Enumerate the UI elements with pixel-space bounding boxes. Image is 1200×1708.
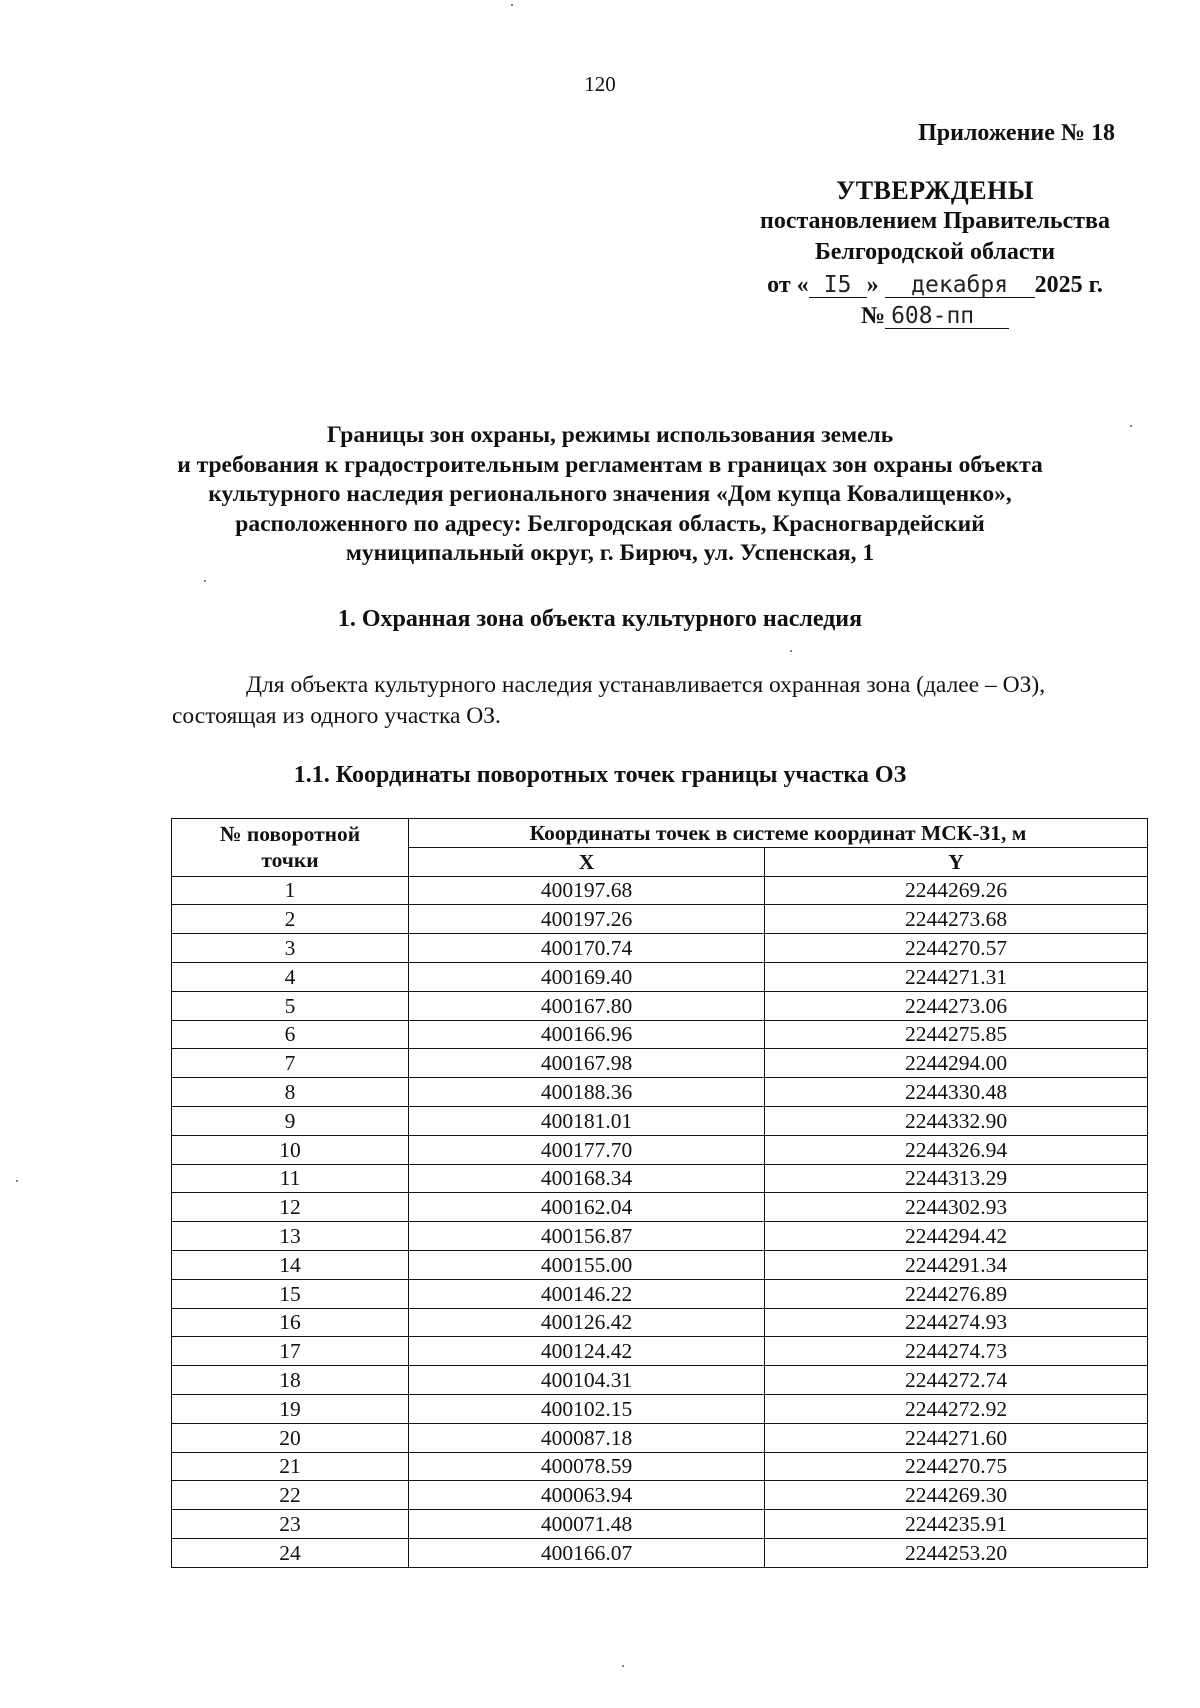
point-number-cell: 7 [172, 1049, 409, 1078]
table-row [172, 1020, 1148, 1049]
table-row [172, 1423, 1148, 1452]
scan-speck [204, 580, 206, 582]
x-coordinate-cell: 400162.04 [409, 1193, 765, 1222]
point-number-cell: 22 [172, 1481, 409, 1510]
table-row [172, 1308, 1148, 1337]
body-paragraph [172, 670, 1152, 732]
point-number-cell: 1 [172, 876, 409, 905]
date-mid: » [866, 272, 879, 298]
table-row [172, 962, 1148, 991]
scan-speck [511, 4, 513, 6]
y-coordinate-cell: 2244270.57 [765, 934, 1148, 963]
table-row [172, 1078, 1148, 1107]
x-coordinate-cell: 400102.15 [409, 1394, 765, 1423]
y-coordinate-cell: 2244274.93 [765, 1308, 1148, 1337]
point-number-cell: 2 [172, 905, 409, 934]
point-number-cell: 5 [172, 991, 409, 1020]
header-point-line-2: точки [261, 848, 319, 873]
title-line: муниципальный округ, г. Бирюч, ул. Успенская, 1 [345, 540, 875, 566]
point-number-cell: 11 [172, 1164, 409, 1193]
table-row [172, 1394, 1148, 1423]
coordinates-table [171, 818, 1148, 1568]
point-number-cell: 24 [172, 1538, 409, 1567]
scan-speck [1130, 425, 1132, 427]
header-point-line-1: № поворотной [219, 822, 361, 847]
table-row [172, 1135, 1148, 1164]
x-coordinate-cell: 400126.42 [409, 1308, 765, 1337]
y-coordinate-cell: 2244270.75 [765, 1452, 1148, 1481]
table-row [172, 1279, 1148, 1308]
x-coordinate-cell: 400104.31 [409, 1366, 765, 1395]
table-body [172, 876, 1148, 1567]
point-number-cell: 15 [172, 1279, 409, 1308]
x-coordinate-cell: 400155.00 [409, 1250, 765, 1279]
table-row [172, 876, 1148, 905]
y-coordinate-cell: 2244302.93 [765, 1193, 1148, 1222]
y-coordinate-cell: 2244235.91 [765, 1510, 1148, 1539]
title-line: Границы зон охраны, режимы использования земель [326, 422, 894, 448]
x-coordinate-cell: 400166.96 [409, 1020, 765, 1049]
header-coordinates: Координаты точек в системе координат МСК-31, м [409, 819, 1148, 848]
table-row [172, 1193, 1148, 1222]
section-heading: 1. Охранная зона объекта культурного наследия [337, 606, 863, 632]
paragraph-line-1: Для объекта культурного наследия устанавливается охранная зона (далее – ОЗ), [246, 672, 1046, 698]
x-coordinate-cell: 400124.42 [409, 1337, 765, 1366]
table-row [172, 1250, 1148, 1279]
document-title [150, 421, 1070, 569]
point-number-cell: 19 [172, 1394, 409, 1423]
point-number-cell: 8 [172, 1078, 409, 1107]
title-line: культурного наследия регионального значения «Дом купца Ковалищенко», [208, 481, 1012, 507]
y-coordinate-cell: 2244269.30 [765, 1481, 1148, 1510]
point-number-cell: 3 [172, 934, 409, 963]
point-number-cell: 13 [172, 1222, 409, 1251]
point-number-cell: 12 [172, 1193, 409, 1222]
table-row [172, 991, 1148, 1020]
date-prefix: от « [767, 272, 809, 298]
x-coordinate-cell: 400197.26 [409, 905, 765, 934]
y-coordinate-cell: 2244253.20 [765, 1538, 1148, 1567]
y-coordinate-cell: 2244275.85 [765, 1020, 1148, 1049]
appendix-label: Приложение № 18 [918, 120, 1115, 146]
table-row [172, 1452, 1148, 1481]
table-row [172, 1106, 1148, 1135]
y-coordinate-cell: 2244274.73 [765, 1337, 1148, 1366]
scan-speck [622, 1665, 624, 1667]
table-row [172, 1538, 1148, 1567]
y-coordinate-cell: 2244326.94 [765, 1135, 1148, 1164]
scan-speck [790, 650, 792, 652]
table-row [172, 1510, 1148, 1539]
y-coordinate-cell: 2244273.06 [765, 991, 1148, 1020]
x-coordinate-cell: 400087.18 [409, 1423, 765, 1452]
number-prefix: № [860, 303, 886, 329]
point-number-cell: 4 [172, 962, 409, 991]
point-number-cell: 23 [172, 1510, 409, 1539]
point-number-cell: 10 [172, 1135, 409, 1164]
y-coordinate-cell: 2244273.68 [765, 905, 1148, 934]
x-coordinate-cell: 400166.07 [409, 1538, 765, 1567]
x-coordinate-cell: 400177.70 [409, 1135, 765, 1164]
x-coordinate-cell: 400071.48 [409, 1510, 765, 1539]
y-coordinate-cell: 2244272.92 [765, 1394, 1148, 1423]
x-coordinate-cell: 400169.40 [409, 962, 765, 991]
y-coordinate-cell: 2244271.60 [765, 1423, 1148, 1452]
page-number: 120 [584, 72, 616, 96]
point-number-cell: 16 [172, 1308, 409, 1337]
y-coordinate-cell: 2244294.00 [765, 1049, 1148, 1078]
header-x: X [409, 847, 765, 876]
x-coordinate-cell: 400168.34 [409, 1164, 765, 1193]
x-coordinate-cell: 400181.01 [409, 1106, 765, 1135]
point-number-cell: 20 [172, 1423, 409, 1452]
approved-heading: УТВЕРЖДЕНЫ [836, 176, 1034, 205]
table-row [172, 1366, 1148, 1395]
title-line: расположенного по адресу: Белгородская область, Красногвардейский [235, 510, 985, 537]
y-coordinate-cell: 2244294.42 [765, 1222, 1148, 1251]
table-row [172, 905, 1148, 934]
approval-line-2: Белгородской области [814, 239, 1056, 265]
y-coordinate-cell: 2244276.89 [765, 1279, 1148, 1308]
x-coordinate-cell: 400167.98 [409, 1049, 765, 1078]
x-coordinate-cell: 400170.74 [409, 934, 765, 963]
x-coordinate-cell: 400078.59 [409, 1452, 765, 1481]
header-point-number [172, 819, 409, 877]
x-coordinate-cell: 400063.94 [409, 1481, 765, 1510]
header-y: Y [765, 847, 1148, 876]
scan-speck [16, 1180, 18, 1182]
x-coordinate-cell: 400146.22 [409, 1279, 765, 1308]
table-row [172, 1481, 1148, 1510]
paragraph-line-2: состоящая из одного участка ОЗ. [172, 703, 501, 729]
point-number-cell: 6 [172, 1020, 409, 1049]
approval-date [700, 270, 1170, 301]
table-row [172, 1337, 1148, 1366]
x-coordinate-cell: 400167.80 [409, 991, 765, 1020]
date-year: 2025 г. [1034, 272, 1103, 298]
point-number-cell: 14 [172, 1250, 409, 1279]
table-row [172, 1164, 1148, 1193]
number-value: 608-пп [885, 304, 1009, 329]
title-line: и требования к градостроительным регламентам в границах зон охраны объекта [177, 451, 1043, 478]
x-coordinate-cell: 400188.36 [409, 1078, 765, 1107]
x-coordinate-cell: 400197.68 [409, 876, 765, 905]
point-number-cell: 18 [172, 1366, 409, 1395]
approval-number [700, 301, 1170, 332]
y-coordinate-cell: 2244291.34 [765, 1250, 1148, 1279]
y-coordinate-cell: 2244271.31 [765, 962, 1148, 991]
point-number-cell: 21 [172, 1452, 409, 1481]
date-day: I5 [809, 273, 867, 298]
subsection-heading: 1.1. Координаты поворотных точек границы участка ОЗ [293, 762, 907, 788]
y-coordinate-cell: 2244269.26 [765, 876, 1148, 905]
y-coordinate-cell: 2244332.90 [765, 1106, 1148, 1135]
table-row [172, 1049, 1148, 1078]
point-number-cell: 17 [172, 1337, 409, 1366]
y-coordinate-cell: 2244330.48 [765, 1078, 1148, 1107]
x-coordinate-cell: 400156.87 [409, 1222, 765, 1251]
table-row [172, 1222, 1148, 1251]
approval-block [700, 118, 1170, 332]
approval-line-1: постановлением Правительства [759, 208, 1110, 234]
point-number-cell: 9 [172, 1106, 409, 1135]
y-coordinate-cell: 2244313.29 [765, 1164, 1148, 1193]
y-coordinate-cell: 2244272.74 [765, 1366, 1148, 1395]
date-month: декабря [885, 273, 1035, 298]
table-row [172, 934, 1148, 963]
